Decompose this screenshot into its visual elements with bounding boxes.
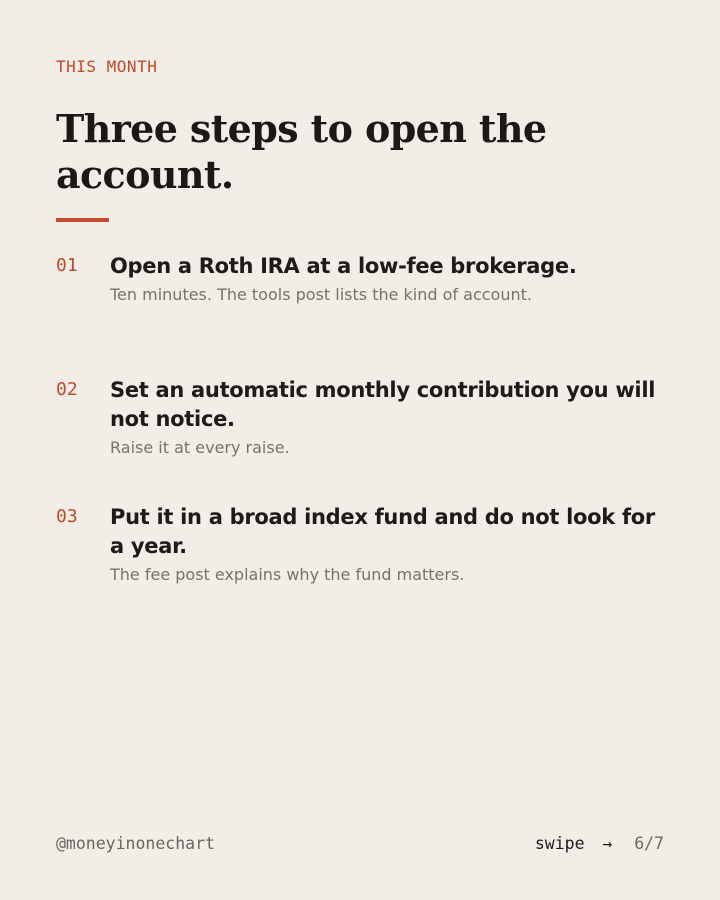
- step-heading: Put it in a broad index fund and do not look for a year.: [110, 505, 655, 558]
- step-content: [110, 252, 666, 306]
- step-number: 01: [56, 255, 78, 276]
- title-divider: [56, 218, 109, 222]
- step-number: 02: [56, 379, 78, 400]
- step-heading: Open a Roth IRA at a low-fee brokerage.: [110, 254, 577, 278]
- page-title: Three steps to open the account.: [56, 106, 547, 197]
- account-handle: @moneyinonechart: [56, 834, 215, 853]
- step-detail: Raise it at every raise.: [110, 438, 290, 457]
- swipe-navigation[interactable]: [535, 834, 664, 853]
- arrow-right-icon[interactable]: →: [602, 834, 613, 853]
- step-detail: Ten minutes. The tools post lists the kind of account.: [110, 285, 532, 304]
- swipe-label: swipe: [534, 834, 585, 853]
- step-detail: The fee post explains why the fund matters.: [110, 565, 465, 584]
- step-heading: Set an automatic monthly contribution you will not notice.: [110, 378, 656, 431]
- step-content: [110, 376, 666, 459]
- step-number: 03: [56, 506, 78, 527]
- section-eyebrow: THIS MONTH: [56, 57, 158, 76]
- step-content: [110, 503, 666, 586]
- page-indicator: 6/7: [634, 834, 664, 853]
